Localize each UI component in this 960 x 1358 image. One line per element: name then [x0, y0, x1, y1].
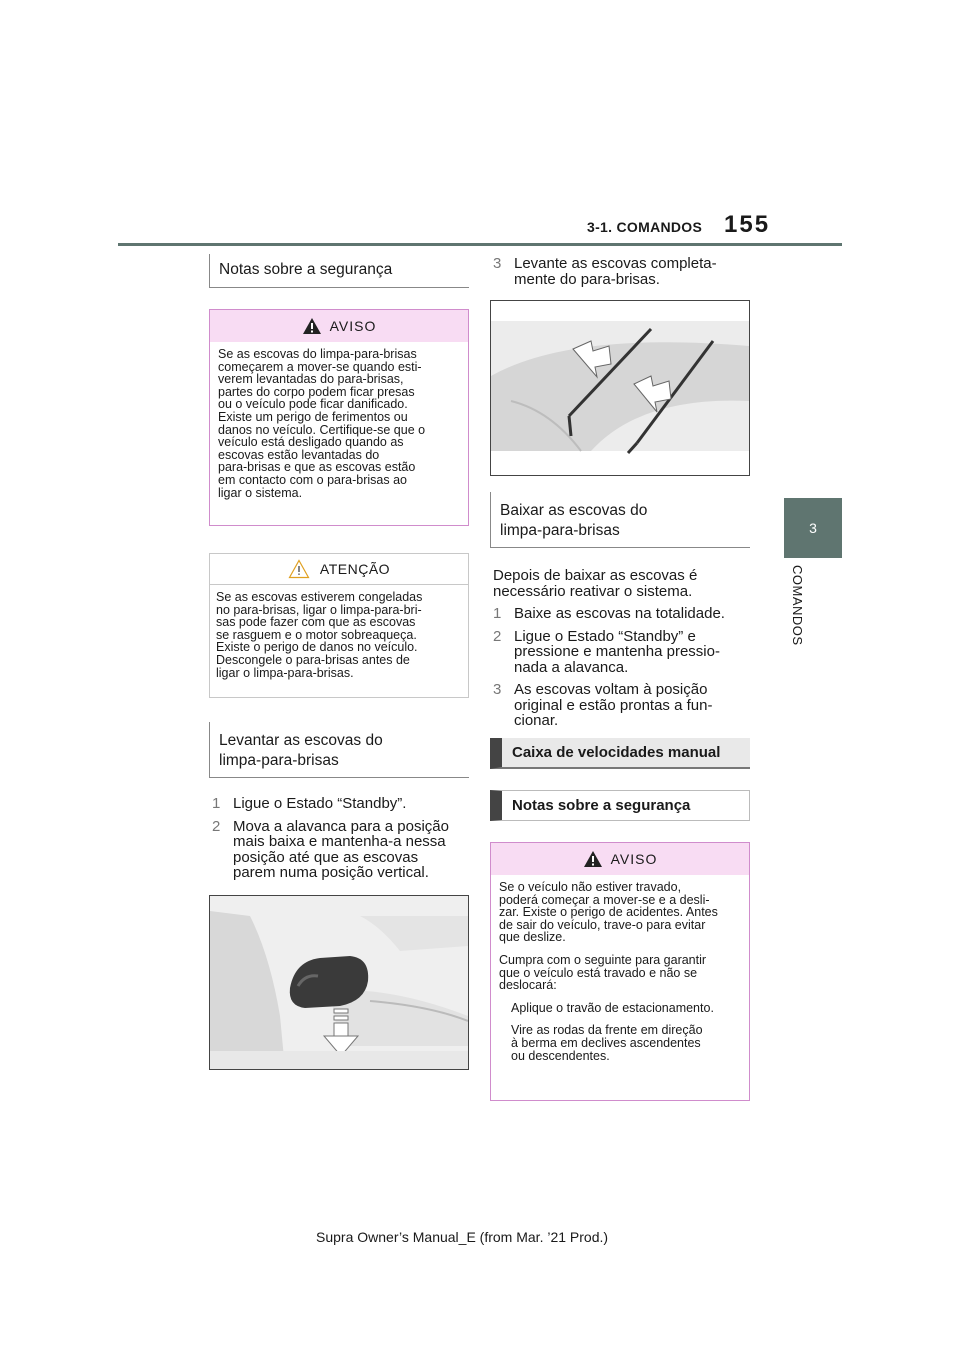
header-rule [118, 243, 842, 246]
warning-header [210, 310, 468, 342]
step-item: 1 Ligue o Estado “Standby”. [212, 795, 407, 812]
gearbox-heading: Caixa de velocidades manual [490, 738, 750, 769]
warning-triangle-icon [302, 317, 322, 335]
step-item: 2 Mova a alavanca para a posição mais baixa e mantenha-a nessa posição até que as escovas parem numa posição vertical. [212, 817, 449, 881]
raise-wipers-heading: Levantar as escovas do limpa-para-brisas [209, 722, 469, 778]
right-warning-box [490, 842, 750, 1101]
left-steps [212, 796, 474, 881]
caution-text: Se as escovas estiverem congeladas no para-brisas, ligar o limpa-para-bri- sas pode fazer com que as escovas se rasguem e o motor sobreaqueça. Existe o perigo de danos no veículo. Descongele o para-brisas antes de ligar o limpa-para-brisas. [216, 590, 423, 680]
chapter-tab[interactable] [784, 498, 842, 558]
right-safety-heading: Notas sobre a segurança [490, 790, 750, 821]
caution-title: ATENÇÃO [319, 560, 391, 577]
lower-intro: Depois de baixar as escovas é necessário reativar o sistema. [493, 567, 698, 600]
left-safety-heading: Notas sobre a segurança [209, 254, 469, 288]
right-steps [493, 606, 755, 729]
warning-title: AVISO [610, 850, 658, 867]
warning-header [491, 843, 749, 875]
warning-text: Se as escovas do limpa-para-brisas começarem a mover-se quando esti- verem levantadas do para-brisas, partes do corpo podem ficar presas ou o veículo pode ficar danificado. Existe um perigo de ferimentos ou danos no veículo. Certifique-se que o veículo está desligado quando as escovas estão levantadas do para-brisas e que as escovas estão em contacto com o para-brisas ao ligar o sistema. [218, 347, 426, 500]
right-step-3: 3 Levante as escovas completa- mente do para-brisas. [493, 255, 717, 288]
step-item: 2 Ligue o Estado “Standby” e pressione e mantenha pressio- nada a alavanca. [493, 627, 720, 676]
left-warning-box [209, 309, 469, 526]
warning-title: AVISO [329, 317, 377, 334]
left-caution-box [209, 553, 469, 698]
step-item: 3 As escovas voltam à posição original e estão prontas a fun- cionar. [493, 681, 713, 729]
step-item: 1 Baixe as escovas na totalidade. [493, 605, 725, 622]
page-number: 155 [724, 211, 771, 238]
lower-wipers-heading: Baixar as escovas do limpa-para-brisas [490, 492, 750, 548]
wiper-figure [490, 300, 750, 476]
warning-text: Se o veículo não estiver travado, poderá começar a mover-se e a desli- zar. Existe o perigo de acidentes. Antes de sair do veículo, trave-o para evitar que deslize. Cumpra com o seguinte para garantir que o veículo está travado e não se deslocará: Aplique o travão de estacionamento. Vire as rodas da frente em direção à berma em declives ascendentes ou descendentes. [499, 880, 718, 1063]
footer-text: Supra Owner’s Manual_E (from Mar. ’21 Prod.) [316, 1229, 609, 1245]
section-label: 3-1. COMANDOS [587, 219, 703, 235]
lever-figure [209, 895, 469, 1070]
chapter-number: 3 [809, 520, 817, 536]
caution-triangle-icon [288, 559, 310, 579]
warning-triangle-icon [583, 850, 603, 868]
chapter-label: COMANDOS [790, 565, 805, 646]
wiper-illustration [491, 301, 749, 475]
caution-header [210, 554, 468, 585]
lever-illustration [210, 896, 468, 1069]
chapter-side-label [783, 565, 813, 665]
